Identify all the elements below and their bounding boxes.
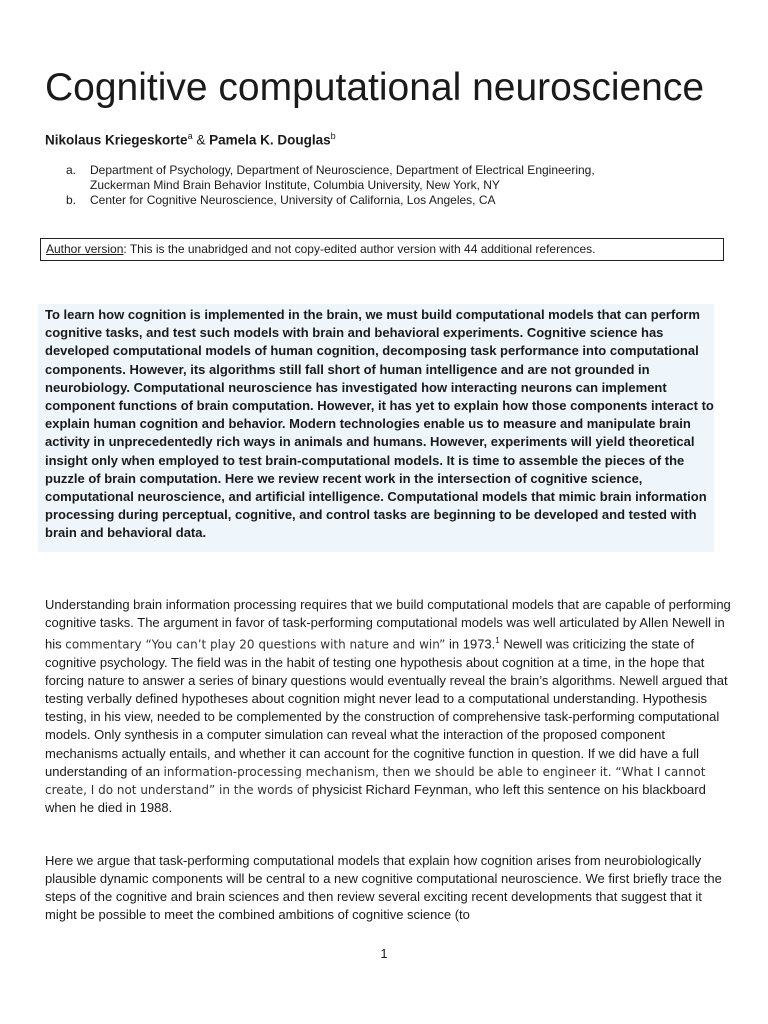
author-line xyxy=(45,127,725,150)
paragraph-text: Understanding brain information processing requires that we build computational models that are capable of performing cognitive tasks. The argument in favor of task-performing computational models was well articulated by Allen Newell in his xyxy=(45,597,731,652)
author-version-note xyxy=(40,238,724,261)
abstract-text: To learn how cognition is implemented in the brain, we must build computational models that can perform cognitive tasks, and test such models with brain and behavioral experiments. Cognitive science has developed computational models of human cognition, decomposing task performance into computational components. However, its algorithms still fall short of human intelligence and are not grounded in neurobiology. Computational neuroscience has investigated how interacting neurons can implement component functions of brain computation. However, it has yet to explain how those components interact to explain human cognition and behavior. Modern technologies enable us to measure and manipulate brain activity in unprecedentedly rich ways in animals and humans. However, experiments will yield theoretical insight only when employed to test brain-computational models. It is time to assemble the pieces of the puzzle of brain computation. Here we review recent work in the intersection of cognitive science, computational neuroscience, and artificial intelligence. Computational models that mimic brain information processing during perceptual, cognitive, and control tasks are beginning to be developed and tested with brain and behavioral data. xyxy=(45,307,714,541)
author-version-text: : This is the unabridged and not copy-edited author version with 44 additional references. xyxy=(123,242,596,256)
abstract-box xyxy=(38,304,714,552)
paragraph-text: Newell was criticizing the state of cognitive psychology. The field was in the habit of testing one hypothesis about cognition at a time, in the hope that forcing nature to answer a series of binary questions would eventually reveal the brain’s algorithms. Newell argued that testing verbally defined hypotheses about cognition might never lead to a computational understanding. Hypothesis testing, in his view, needed to be complemented by the construction of comprehensive task-performing computational models. Only synthesis in a computer simulation can reveal what the interaction of the proposed component mechanisms actually entails, and whether it can account for the cognitive function in question. If we did have a full understanding of an xyxy=(45,636,728,779)
quoted-text: information-processing mechanism, then we should be able to engineer it. “What I cannot create, I do not understand” in the words of xyxy=(45,764,706,797)
quoted-text: commentary “You can’t play 20 questions with nature and win” xyxy=(65,637,446,652)
affiliation-text: Zuckerman Mind Brain Behavior Institute, Columbia University, New York, NY xyxy=(90,178,500,192)
author-affil-marker: a xyxy=(187,131,193,141)
author-name: Pamela K. Douglas xyxy=(209,132,331,148)
paragraph-text: physicist Richard Feynman, who left this sentence on his blackboard when he died in 1988. xyxy=(45,781,706,816)
author-name: Nikolaus Kriegeskorte xyxy=(45,132,188,148)
affiliation-text: Center for Cognitive Neuroscience, University of California, Los Angeles, CA xyxy=(90,193,496,207)
page-title: Cognitive computational neuroscience xyxy=(45,66,705,109)
author-affil-marker: b xyxy=(330,131,336,141)
affiliation-label: a. xyxy=(66,163,77,177)
body-paragraph: Here we argue that task-performing computational models that explain how cognition arises from neurobiologically plausible dynamic components will be central to a new cognitive computational neuroscience. We first briefly trace the steps of the cognitive and brain sciences and then review several exciting recent developments that suggest that it might be possible to meet the combined ambitions of cognitive science (to xyxy=(45,853,722,923)
author-version-label: Author version xyxy=(46,242,124,256)
page-number: 1 xyxy=(380,946,388,961)
affiliation-label: b. xyxy=(66,193,77,207)
affiliation-text: Department of Psychology, Department of Neuroscience, Department of Electrical Engineering, xyxy=(90,163,595,177)
reference-marker: 1 xyxy=(495,636,500,646)
affiliation-item xyxy=(66,193,726,208)
body-paragraph xyxy=(45,596,735,817)
author-separator: & xyxy=(192,132,210,148)
affiliation-list xyxy=(66,163,726,208)
affiliation-item xyxy=(66,163,726,193)
paragraph-text: in 1973. xyxy=(445,636,496,652)
